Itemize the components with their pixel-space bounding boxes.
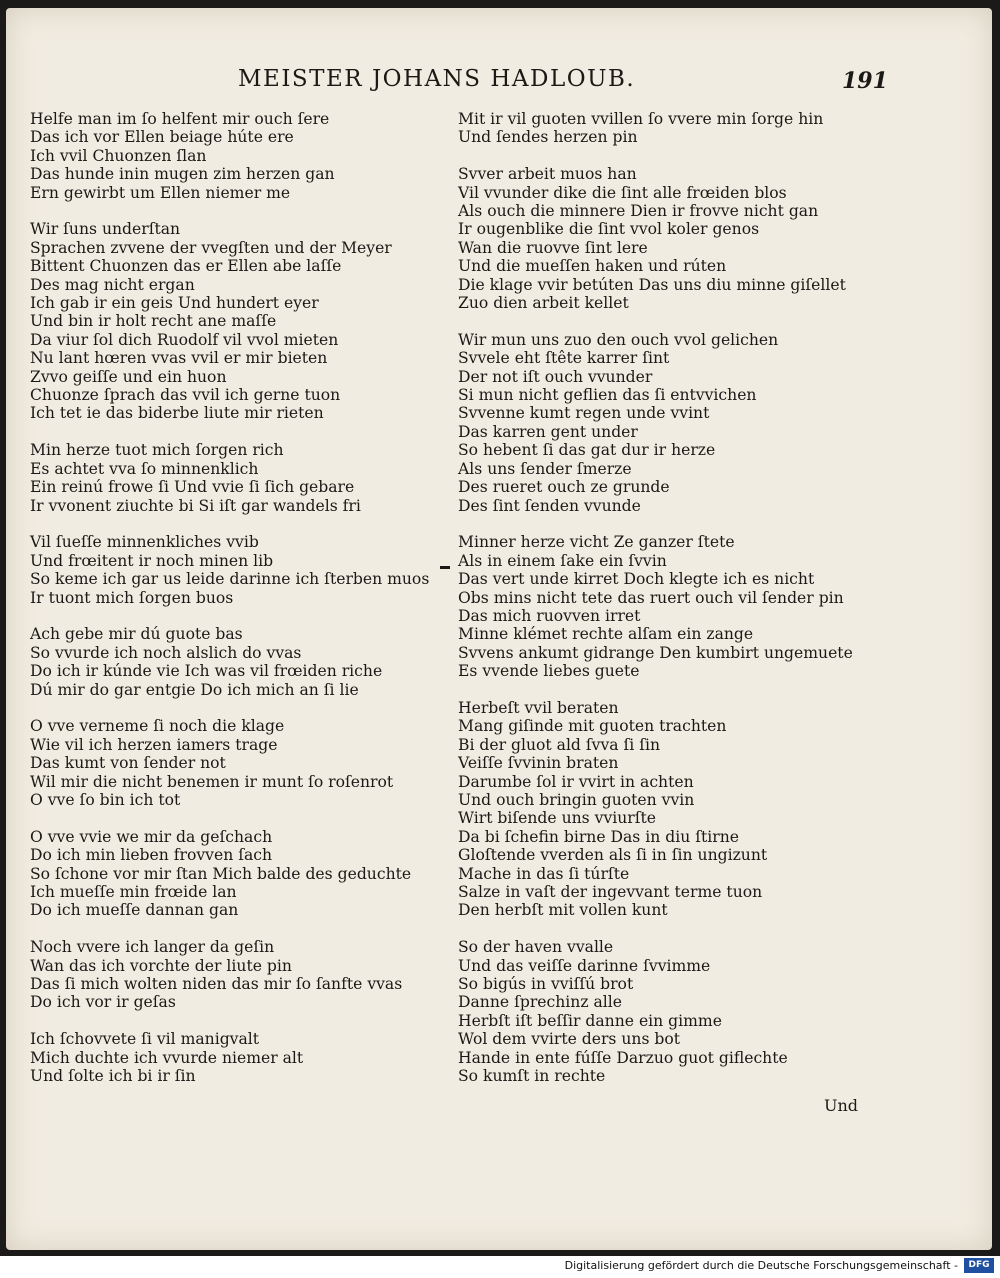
verse-line: Do ich ir kúnde vie Ich was vil frœiden riche: [30, 662, 383, 681]
verse-line: Da viur ſol dich Ruodolf vil vvol mieten: [30, 330, 339, 349]
left-column: [30, 110, 435, 1104]
verse-line: Wir mun uns zuo den ouch vvol gelichen: [458, 330, 779, 349]
verse-line: Des mag nicht ergan: [30, 275, 195, 294]
stanza: [30, 110, 435, 202]
stanza: [30, 717, 435, 809]
verse-line: Mache in das ſi túrſte: [458, 864, 630, 883]
stanza: [30, 533, 435, 607]
verse-line: Wol dem vvirte ders uns bot: [458, 1030, 681, 1049]
stanza: [30, 938, 435, 1012]
verse-line: Es achtet vva ſo minnenklich: [30, 459, 259, 478]
verse-line: Do ich min lieben frovven ſach: [30, 846, 273, 865]
verse-line: Ich ſchovvete ſi vil manigvalt: [30, 1030, 260, 1049]
verse-line: Ich gab ir ein geis Und hundert eyer: [30, 294, 319, 313]
verse-line: Minner herze vicht Ze ganzer ſtete: [458, 533, 735, 552]
verse-line: Und bin ir holt recht ane maſſe: [30, 312, 277, 331]
verse-line: O vve ſo bin ich tot: [30, 790, 181, 809]
verse-line: Des rueret ouch ze grunde: [458, 478, 670, 497]
verse-line: Und das veiſſe darinne ſvvimme: [458, 956, 711, 975]
verse-line: Darumbe ſol ir vvirt in achten: [458, 772, 694, 791]
stanza: [30, 220, 435, 422]
stanza: [458, 110, 898, 147]
verse-line: Ein reinú frowe ſi Und vvie ſi ſich gebare: [30, 478, 355, 497]
verse-line: So kumſt in rechte: [458, 1067, 606, 1086]
verse-line: Ich vvil Chuonzen ſlan: [30, 146, 207, 165]
verse-line: Der not iſt ouch vvunder: [458, 367, 653, 386]
verse-line: Ir ougenblike die ſint vvol koler genos: [458, 220, 760, 239]
verse-line: Herbſt iſt beſſir danne ein gimme: [458, 1011, 722, 1030]
verse-line: O vve verneme ſi noch die klage: [30, 717, 285, 736]
verse-line: Ach gebe mir dú guote bas: [30, 625, 243, 644]
verse-line: Und die mueſſen haken und rúten: [458, 257, 727, 276]
verse-line: Do ich vor ir geſas: [30, 993, 176, 1012]
verse-line: Mit ir vil guoten vvillen ſo vvere min ſorge hin: [458, 110, 824, 128]
verse-line: Ir tuont mich ſorgen buos: [30, 588, 234, 607]
stanza: [458, 331, 898, 515]
verse-line: Vil ſueſſe minnenkliches vvib: [30, 533, 259, 552]
verse-line: Nu lant hœren vvas vvil er mir bieten: [30, 349, 328, 368]
verse-line: Als in einem ſake ein ſvvin: [458, 551, 667, 570]
verse-line: So vvurde ich noch alslich do vvas: [30, 643, 302, 662]
stanza: [458, 699, 898, 920]
verse-line: Und ſendes herzen pin: [458, 128, 638, 147]
book-page: [6, 8, 992, 1250]
verse-line: Das ſi mich wolten niden das mir ſo ſanfte vvas: [30, 974, 403, 993]
stanza: [30, 625, 435, 699]
verse-line: Wan die ruovve ſint lere: [458, 238, 648, 257]
verse-line: Bittent Chuonzen das er Ellen abe laſſe: [30, 257, 342, 276]
running-title: MEISTER JOHANS HADLOUB.: [238, 66, 636, 92]
verse-line: Danne ſprechinz alle: [458, 993, 622, 1012]
verse-line: Herbeſt vvil beraten: [458, 698, 619, 717]
verse-line: Als uns ſender ſmerze: [458, 459, 632, 478]
funding-credit: Digitalisierung gefördert durch die Deutsche Forschungsgemeinschaft -: [564, 1259, 958, 1272]
verse-line: Ir vvonent ziuchte bi Si iſt gar wandels fri: [30, 496, 361, 515]
verse-line: So ſchone vor mir ſtan Mich balde des geduchte: [30, 864, 412, 883]
verse-line: Die klage vvir betúten Das uns diu minne giſellet: [458, 275, 846, 294]
digitization-footer: [0, 1256, 1000, 1278]
verse-line: Das ich vor Ellen beiage húte ere: [30, 128, 294, 147]
verse-line: Wir ſuns underſtan: [30, 220, 181, 239]
verse-line: Das karren gent under: [458, 422, 638, 441]
verse-line: Des ſint ſenden vvunde: [458, 496, 641, 515]
verse-line: Das kumt von ſender not: [30, 754, 226, 773]
page-header: [6, 66, 992, 100]
verse-line: Wil mir die nicht benemen ir munt ſo roſenrot: [30, 772, 394, 791]
verse-line: Dú mir do gar entgie Do ich mich an ſi lie: [30, 680, 359, 699]
verse-line: Do ich mueſſe dannan gan: [30, 901, 239, 920]
stanza: [30, 1030, 435, 1085]
margin-mark: [440, 566, 450, 569]
verse-line: Den herbſt mit vollen kunt: [458, 901, 668, 920]
stanza: [30, 828, 435, 920]
verse-line: Ern gewirbt um Ellen niemer me: [30, 183, 291, 202]
verse-line: Mang giſinde mit guoten trachten: [458, 717, 727, 736]
verse-line: Ich tet ie das biderbe liute mir rieten: [30, 404, 324, 423]
verse-line: Helfe man im ſo helfent mir ouch ſere: [30, 110, 330, 128]
verse-line: Min herze tuot mich ſorgen rich: [30, 441, 284, 460]
verse-line: Wie vil ich herzen iamers trage: [30, 735, 278, 754]
right-column: [458, 110, 898, 1104]
verse-line: Wan das ich vorchte der liute pin: [30, 956, 292, 975]
verse-line: Zuo dien arbeit kellet: [458, 294, 629, 313]
verse-line: Svvens ankumt gidrange Den kumbirt ungemuete: [458, 643, 853, 662]
verse-line: So der haven vvalle: [458, 938, 614, 957]
stanza: [458, 533, 898, 680]
verse-line: Als ouch die minnere Dien ir frovve nicht gan: [458, 202, 819, 221]
stanza: [458, 165, 898, 312]
verse-line: So keme ich gar us leide darinne ich ſterben muos: [30, 570, 430, 589]
verse-line: Und ſolte ich bi ir ſin: [30, 1067, 196, 1085]
verse-line: Mich duchte ich vvurde niemer alt: [30, 1048, 304, 1067]
verse-line: Das mich ruovven irret: [458, 606, 641, 625]
verse-line: Minne klémet rechte alſam ein zange: [458, 625, 754, 644]
verse-line: Und ouch bringin guoten vvin: [458, 790, 695, 809]
verse-line: Es vvende liebes guete: [458, 662, 640, 681]
verse-line: Vil vvunder dike die ſint alle frœiden blos: [458, 183, 787, 202]
verse-line: Hande in ente fúſſe Darzuo guot giflechte: [458, 1048, 788, 1067]
dfg-logo: DFG: [964, 1258, 994, 1273]
page-number: 191: [842, 68, 888, 94]
stanza: [458, 938, 898, 1085]
verse-line: Svvele eht ſtête karrer ſint: [458, 349, 670, 368]
verse-line: Das hunde inin mugen zim herzen gan: [30, 165, 335, 184]
verse-line: Obs mins nicht tete das ruert ouch vil ſender pin: [458, 588, 844, 607]
verse-line: Svvenne kumt regen unde vvint: [458, 404, 710, 423]
catchword: Und: [824, 1096, 859, 1115]
verse-line: So hebent ſi das gat dur ir herze: [458, 441, 716, 460]
verse-line: Bi der gluot ald ſvva ſi ſin: [458, 735, 661, 754]
verse-line: Und frœitent ir noch minen lib: [30, 551, 274, 570]
verse-line: Chuonze ſprach das vvil ich gerne tuon: [30, 386, 341, 405]
verse-line: Zvvo geiſſe und ein huon: [30, 367, 227, 386]
verse-line: Gloſtende vverden als ſi in ſin ungizunt: [458, 846, 768, 865]
verse-line: So bigús in vviſſú brot: [458, 975, 634, 994]
stanza: [30, 441, 435, 515]
verse-line: Noch vvere ich langer da geſin: [30, 938, 275, 957]
verse-line: Sprachen zvvene der vvegſten und der Meyer: [30, 238, 392, 257]
verse-line: O vve vvie we mir da geſchach: [30, 827, 273, 846]
verse-line: Salze in vaſt der ingevvant terme tuon: [458, 883, 763, 901]
verse-line: Das vert unde kirret Doch klegte ich es nicht: [458, 570, 815, 589]
verse-line: Wirt biſende uns vviurſte: [458, 809, 657, 828]
verse-line: Ich mueſſe min frœide lan: [30, 882, 237, 901]
verse-line: Da bi ſchefin birne Das in diu ſtirne: [458, 827, 739, 846]
verse-line: Svver arbeit muos han: [458, 165, 637, 184]
verse-line: Veiſſe ſvvinin braten: [458, 754, 619, 773]
verse-line: Si mun nicht geflien das ſi entvvichen: [458, 386, 757, 405]
